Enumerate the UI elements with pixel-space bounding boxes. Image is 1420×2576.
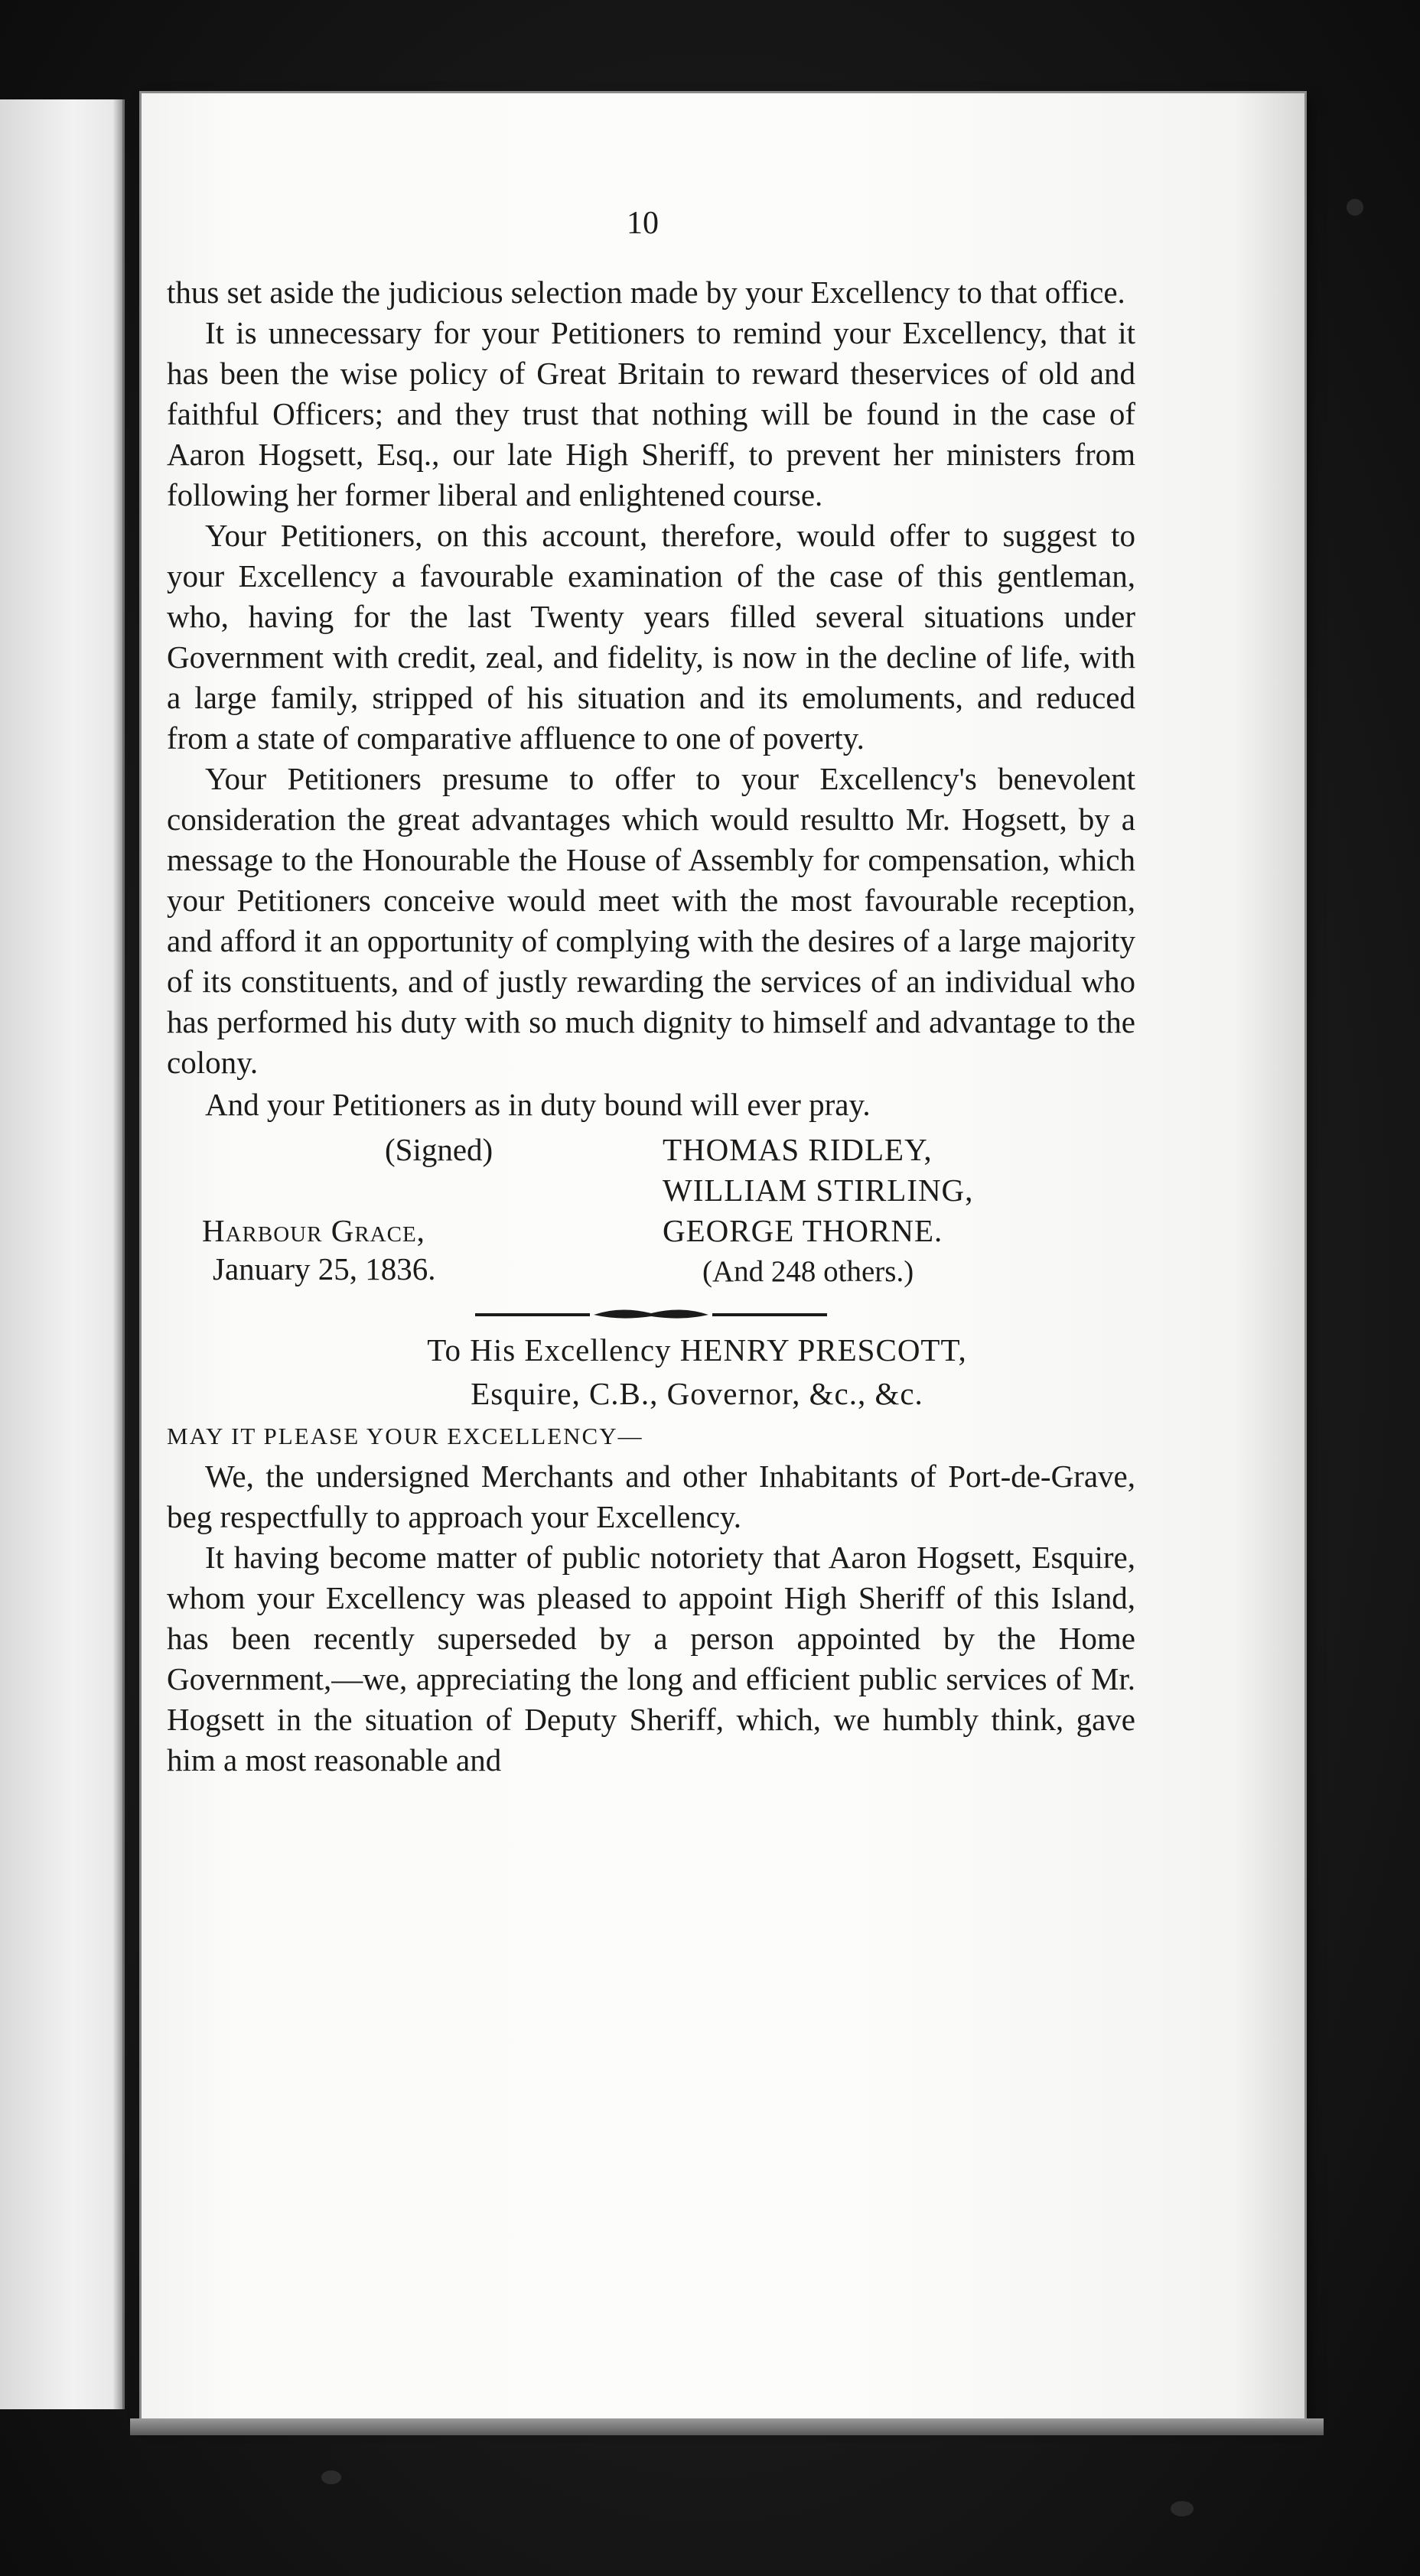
address-line: To His Excellency HENRY PRESCOTT,	[427, 1332, 967, 1368]
salutation: MAY IT PLEASE YOUR EXCELLENCY—	[167, 1423, 643, 1449]
signing-date: January 25, 1836.	[213, 1251, 436, 1286]
other-signers-count: (And 248 others.)	[702, 1255, 914, 1288]
film-speck	[1171, 2501, 1194, 2516]
signer-name: THOMAS RIDLEY,	[663, 1132, 933, 1167]
signer-name: WILLIAM STIRLING,	[663, 1173, 974, 1208]
paragraph: Your Petitioners presume to offer to your Excellency's benevolent consideration the great advantages which would resultto Mr. Hogsett, by a message to the Honourable the House of Assembly for compensation, which your Petitioners conceive would meet with the most favourable reception, and afford it an opportunity of complying with the desires of a large majority of its constituents, and of justly rewarding the services of an individual who has performed his duty with so much dignity to himself and advantage to the colony.	[167, 761, 1135, 1080]
section-divider-ornament	[460, 1303, 842, 1325]
page-stack-edge	[130, 2418, 1324, 2435]
closing-line: And your Petitioners as in duty bound will ever pray.	[205, 1087, 871, 1122]
facing-page-edge	[0, 99, 125, 2409]
film-speck	[321, 2470, 341, 2484]
signer-name: GEORGE THORNE.	[663, 1213, 943, 1248]
page-text	[167, 197, 1135, 1781]
paragraph: Your Petitioners, on this account, therefore, would offer to suggest to your Excellency a favourable examination of the case of this gentleman, who, having for the last Twenty years filled several situations under Government with credit, zeal, and fidelity, is now in the decline of life, with a large family, stripped of his situation and its emoluments, and reduced from a state of comparative affluence to one of poverty.	[167, 518, 1135, 756]
signature-block	[167, 1130, 1135, 1292]
paragraph: It is unnecessary for your Petitioners to remind your Excellency, that it has been the wise policy of Great Britain to reward theservices of old and faithful Officers; and they trust that nothing will be found in the case of Aaron Hogsett, Esq., our late High Sheriff, to prevent her ministers from following her former liberal and enlightened course.	[167, 315, 1135, 512]
address-line: Esquire, C.B., Governor, &c., &c.	[471, 1376, 923, 1411]
signed-label: (Signed)	[385, 1132, 493, 1167]
page-number: 10	[627, 206, 659, 241]
signing-place: Harbour Grace,	[202, 1213, 425, 1248]
paragraph: We, the undersigned Merchants and other Inhabitants of Port-de-Grave, beg respectfully to approach your Excellency.	[167, 1459, 1135, 1534]
film-speck	[1347, 199, 1363, 216]
continued-paragraph: thus set aside the judicious selection made by your Excellency to that office.	[167, 275, 1125, 310]
signer-list	[663, 1130, 973, 1292]
paragraph: It having become matter of public notoriety that Aaron Hogsett, Esquire, whom your Excellency was pleased to appoint High Sheriff of this Island, has been recently superseded by a person appointed by the Home Government,—we, appreciating the long and efficient public services of Mr. Hogsett in the situation of Deputy Sheriff, which, we humbly think, gave him a most reasonable and	[167, 1540, 1135, 1778]
